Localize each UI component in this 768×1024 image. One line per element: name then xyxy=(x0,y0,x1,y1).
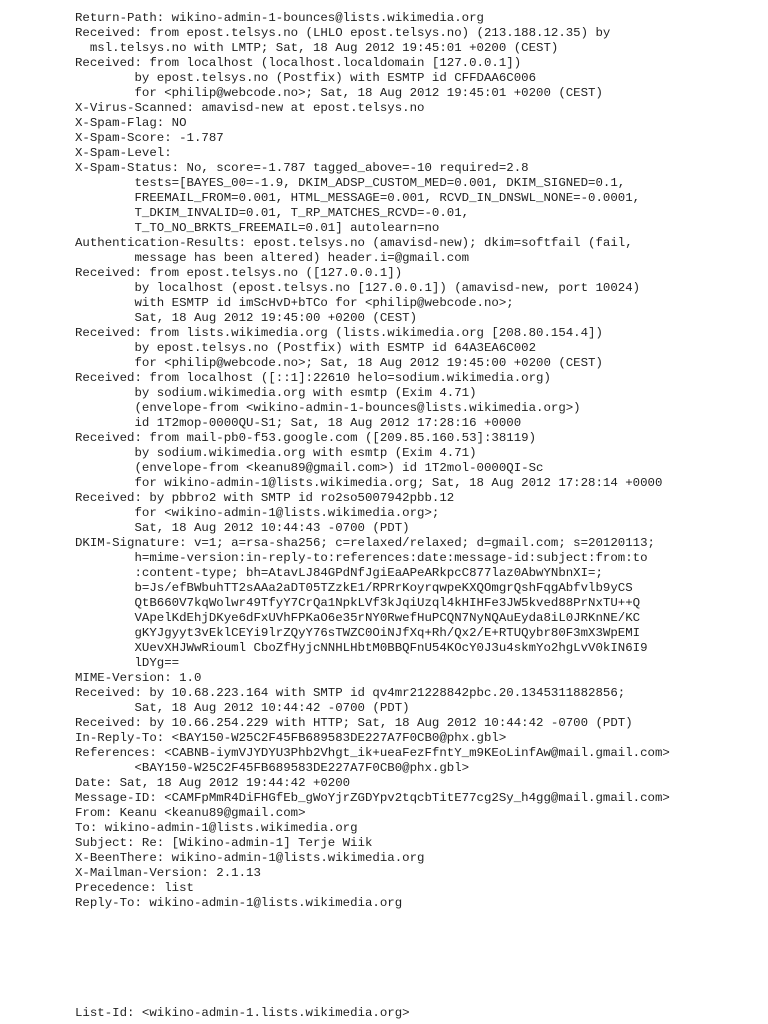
header-line: msl.telsys.no with LMTP; Sat, 18 Aug 2012 19:45:01 +0200 (CEST) xyxy=(75,41,559,55)
header-line: X-Spam-Level: xyxy=(75,146,172,160)
header-line: Authentication-Results: epost.telsys.no (amavisd-new); dkim=softfail (fail, xyxy=(75,236,633,250)
header-line: XUevXHJWwRiouml CboZfHyjcNNHLHbtM0BBQFnU54KOcY0J3u4skmYo2hgLvV0kIN6I9 xyxy=(75,641,648,655)
header-line: Precedence: list xyxy=(75,881,194,895)
header-line: Received: from localhost ([::1]:22610 helo=sodium.wikimedia.org) xyxy=(75,371,551,385)
header-line: Sat, 18 Aug 2012 10:44:43 -0700 (PDT) xyxy=(75,521,410,535)
header-line: h=mime-version:in-reply-to:references:date:message-id:subject:from:to xyxy=(75,551,648,565)
header-line: DKIM-Signature: v=1; a=rsa-sha256; c=relaxed/relaxed; d=gmail.com; s=20120113; xyxy=(75,536,655,550)
header-line: tests=[BAYES_00=-1.9, DKIM_ADSP_CUSTOM_MED=0.001, DKIM_SIGNED=0.1, xyxy=(75,176,626,190)
header-line: message has been altered) header.i=@gmail.com xyxy=(75,251,470,265)
header-line: Received: by pbbro2 with SMTP id ro2so5007942pbb.12 xyxy=(75,491,455,505)
header-line: gKYJgyyt3vEklCEYi9lrZQyY76sTWZC0OiNJfXq+Rh/Qx2/E+RTUQybr80F3mX3WpEMI xyxy=(75,626,641,640)
header-line: lDYg== xyxy=(75,656,180,670)
header-line: :content-type; bh=AtavLJ84GPdNfJgiEaAPeARkpcC877laz0AbwYNbnXI=; xyxy=(75,566,603,580)
header-line: Received: from lists.wikimedia.org (lists.wikimedia.org [208.80.154.4]) xyxy=(75,326,603,340)
header-line: From: Keanu <keanu89@gmail.com> xyxy=(75,806,306,820)
header-line: QtB660V7kqWolwr49TfyY7CrQa1NpkLVf3kJqiUzql4kHIHFe3JW5kved88PrNxTU++Q xyxy=(75,596,641,610)
header-line: Message-ID: <CAMFpMmR4DiFHGfEb_gWoYjrZGDYpv2tqcbTitE77cg2Sy_h4gg@mail.gmail.com> xyxy=(75,791,670,805)
header-line: Reply-To: wikino-admin-1@lists.wikimedia.org xyxy=(75,896,403,910)
header-line: X-Spam-Score: -1.787 xyxy=(75,131,224,145)
header-line: for <philip@webcode.no>; Sat, 18 Aug 2012 19:45:01 +0200 (CEST) xyxy=(75,86,603,100)
header-line: X-Spam-Status: No, score=-1.787 tagged_above=-10 required=2.8 xyxy=(75,161,529,175)
header-line: by sodium.wikimedia.org with esmtp (Exim 4.71) xyxy=(75,446,477,460)
list-id-header-line: List-Id: <wikino-admin-1.lists.wikimedia.org> xyxy=(75,1006,410,1020)
header-line: T_TO_NO_BRKTS_FREEMAIL=0.01] autolearn=no xyxy=(75,221,440,235)
header-line: FREEMAIL_FROM=0.001, HTML_MESSAGE=0.001, RCVD_IN_DNSWL_NONE=-0.0001, xyxy=(75,191,641,205)
header-line: T_DKIM_INVALID=0.01, T_RP_MATCHES_RCVD=-0.01, xyxy=(75,206,470,220)
header-line: for wikino-admin-1@lists.wikimedia.org; Sat, 18 Aug 2012 17:28:14 +0000 xyxy=(75,476,663,490)
header-line: <BAY150-W25C2F45FB689583DE227A7F0CB0@phx.gbl> xyxy=(75,761,470,775)
header-line: Sat, 18 Aug 2012 19:45:00 +0200 (CEST) xyxy=(75,311,418,325)
header-line: Received: by 10.66.254.229 with HTTP; Sat, 18 Aug 2012 10:44:42 -0700 (PDT) xyxy=(75,716,633,730)
header-line: (envelope-from <keanu89@gmail.com>) id 1T2mol-0000QI-Sc xyxy=(75,461,544,475)
header-line: In-Reply-To: <BAY150-W25C2F45FB689583DE227A7F0CB0@phx.gbl> xyxy=(75,731,507,745)
header-line: id 1T2mop-0000QU-S1; Sat, 18 Aug 2012 17:28:16 +0000 xyxy=(75,416,522,430)
header-line: with ESMTP id imScHvD+bTCo for <philip@webcode.no>; xyxy=(75,296,514,310)
header-line: VApelKdEhjDKye6dFxUVhFPKaO6e35rNY0RwefHuPCQN7NyNQAuEyda8iL0JRKnNE/KC xyxy=(75,611,641,625)
header-line: by epost.telsys.no (Postfix) with ESMTP id 64A3EA6C002 xyxy=(75,341,537,355)
header-line: Sat, 18 Aug 2012 10:44:42 -0700 (PDT) xyxy=(75,701,410,715)
header-line: Received: from mail-pb0-f53.google.com ([209.85.160.53]:38119) xyxy=(75,431,537,445)
header-line: Received: from epost.telsys.no (LHLO epost.telsys.no) (213.188.12.35) by xyxy=(75,26,611,40)
header-line: MIME-Version: 1.0 xyxy=(75,671,202,685)
header-line: b=Js/efBWbuhTT2sAAa2aDT05TZzkE1/RPRrKoyrqwpeKXQOmgrQshFqgAbfvlb9yCS xyxy=(75,581,633,595)
header-line: X-Spam-Flag: NO xyxy=(75,116,187,130)
header-line: Date: Sat, 18 Aug 2012 19:44:42 +0200 xyxy=(75,776,351,790)
header-line: Received: from localhost (localhost.localdomain [127.0.0.1]) xyxy=(75,56,522,70)
header-line: Return-Path: wikino-admin-1-bounces@lists.wikimedia.org xyxy=(75,11,484,25)
email-headers-document xyxy=(75,11,755,911)
header-line: References: <CABNB-iymVJYDYU3Phb2Vhgt_ik+ueaFezFfntY_m9KEoLinfAw@mail.gmail.com> xyxy=(75,746,670,760)
header-line: Received: by 10.68.223.164 with SMTP id qv4mr21228842pbc.20.1345311882856; xyxy=(75,686,626,700)
header-line: Subject: Re: [Wikino-admin-1] Terje Wiik xyxy=(75,836,373,850)
header-line: X-BeenThere: wikino-admin-1@lists.wikimedia.org xyxy=(75,851,425,865)
header-line: by epost.telsys.no (Postfix) with ESMTP id CFFDAA6C006 xyxy=(75,71,537,85)
header-line: X-Virus-Scanned: amavisd-new at epost.telsys.no xyxy=(75,101,425,115)
header-line: (envelope-from <wikino-admin-1-bounces@lists.wikimedia.org>) xyxy=(75,401,581,415)
header-line: Received: from epost.telsys.no ([127.0.0.1]) xyxy=(75,266,403,280)
header-line: X-Mailman-Version: 2.1.13 xyxy=(75,866,261,880)
header-line: To: wikino-admin-1@lists.wikimedia.org xyxy=(75,821,358,835)
header-line: for <wikino-admin-1@lists.wikimedia.org>; xyxy=(75,506,440,520)
header-line: for <philip@webcode.no>; Sat, 18 Aug 2012 19:45:00 +0200 (CEST) xyxy=(75,356,603,370)
header-line: by sodium.wikimedia.org with esmtp (Exim 4.71) xyxy=(75,386,477,400)
header-line: by localhost (epost.telsys.no [127.0.0.1]) (amavisd-new, port 10024) xyxy=(75,281,641,295)
